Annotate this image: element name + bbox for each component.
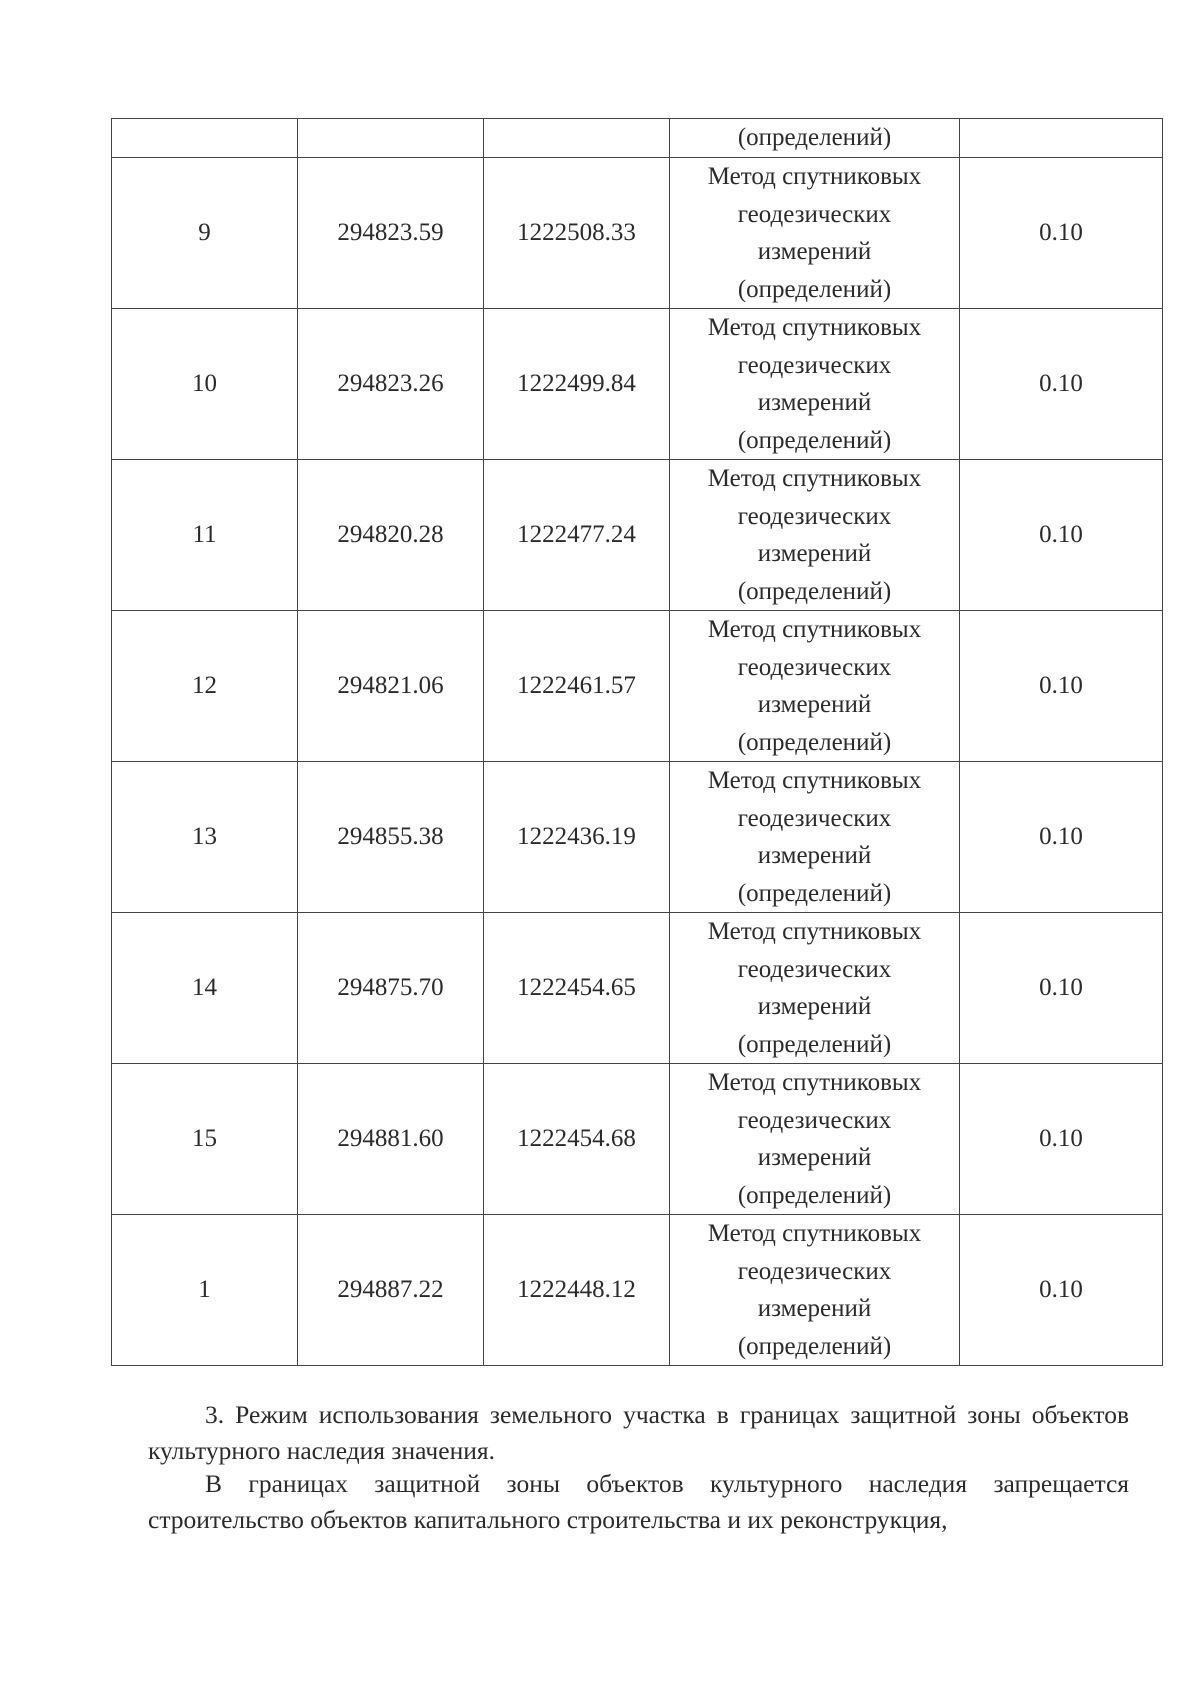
- method-line: геодезических: [737, 804, 892, 832]
- method-line: Метод спутниковых: [707, 1069, 922, 1096]
- method-line: измерений: [757, 238, 872, 265]
- cell-method: (определений): [670, 119, 960, 158]
- method-line: (определений): [737, 1030, 892, 1058]
- table-row: [112, 913, 1163, 1064]
- cell-accuracy: 0.10: [960, 762, 1163, 913]
- method-line: измерений: [757, 1144, 872, 1171]
- cell-method: [670, 309, 960, 460]
- coordinates-table: [111, 118, 1163, 1366]
- method-line: (определений): [737, 1332, 892, 1360]
- cell-number: 9: [112, 158, 298, 309]
- method-line: Метод спутниковых: [707, 767, 922, 794]
- cell-x: [298, 119, 484, 158]
- method-line: геодезических: [737, 955, 892, 983]
- table-row-continuation: [112, 119, 1163, 158]
- cell-method: [670, 158, 960, 309]
- cell-x: 294821.06: [298, 611, 484, 762]
- cell-y: 1222454.68: [484, 1064, 670, 1215]
- cell-accuracy: 0.10: [960, 1215, 1163, 1366]
- method-line: Метод спутниковых: [707, 918, 922, 945]
- method-line: измерений: [757, 993, 872, 1020]
- table-row: [112, 762, 1163, 913]
- method-line: (определений): [737, 879, 892, 907]
- method-line: (определений): [737, 275, 892, 303]
- cell-method: [670, 913, 960, 1064]
- cell-accuracy: 0.10: [960, 1064, 1163, 1215]
- cell-method: [670, 762, 960, 913]
- cell-method: [670, 611, 960, 762]
- cell-y: 1222448.12: [484, 1215, 670, 1366]
- method-line: геодезических: [737, 1257, 892, 1285]
- cell-y: 1222499.84: [484, 309, 670, 460]
- cell-accuracy: [960, 119, 1163, 158]
- method-line: измерений: [757, 540, 872, 567]
- cell-number: 1: [112, 1215, 298, 1366]
- cell-method: [670, 1064, 960, 1215]
- cell-y: 1222454.65: [484, 913, 670, 1064]
- cell-y: 1222461.57: [484, 611, 670, 762]
- cell-number: 12: [112, 611, 298, 762]
- method-line: геодезических: [737, 1106, 892, 1134]
- cell-accuracy: 0.10: [960, 309, 1163, 460]
- method-line: Метод спутниковых: [707, 616, 922, 643]
- cell-accuracy: 0.10: [960, 913, 1163, 1064]
- method-line: геодезических: [737, 351, 892, 379]
- cell-x: 294875.70: [298, 913, 484, 1064]
- coordinates-table-body: [112, 119, 1163, 1366]
- method-line: геодезических: [737, 653, 892, 681]
- method-line: геодезических: [737, 502, 892, 530]
- method-line: измерений: [757, 1295, 872, 1322]
- table-row: [112, 1215, 1163, 1366]
- method-line: измерений: [757, 389, 872, 416]
- cell-method: [670, 460, 960, 611]
- paragraph-regime-text: 3. Режим использования земельного участка в границах защитной зоны объектов культурного наследия значения.: [148, 1400, 1129, 1465]
- method-line: Метод спутниковых: [707, 314, 922, 341]
- method-line: измерений: [757, 691, 872, 718]
- cell-number: 13: [112, 762, 298, 913]
- cell-x: 294823.26: [298, 309, 484, 460]
- cell-accuracy: 0.10: [960, 460, 1163, 611]
- method-line: (определений): [737, 1181, 892, 1209]
- method-line: геодезических: [737, 200, 892, 228]
- method-line: Метод спутниковых: [707, 465, 922, 492]
- cell-number: 14: [112, 913, 298, 1064]
- paragraph-regime: [148, 1397, 1129, 1469]
- method-line: (определений): [737, 426, 892, 454]
- table-row: [112, 460, 1163, 611]
- cell-x: 294881.60: [298, 1064, 484, 1215]
- table-row: [112, 158, 1163, 309]
- method-line: (определений): [737, 728, 892, 756]
- table-row: [112, 1064, 1163, 1215]
- cell-x: 294887.22: [298, 1215, 484, 1366]
- cell-accuracy: 0.10: [960, 158, 1163, 309]
- cell-number: [112, 119, 298, 158]
- cell-x: 294823.59: [298, 158, 484, 309]
- cell-accuracy: 0.10: [960, 611, 1163, 762]
- cell-number: 11: [112, 460, 298, 611]
- cell-x: 294855.38: [298, 762, 484, 913]
- cell-y: 1222477.24: [484, 460, 670, 611]
- method-line: (определений): [737, 577, 892, 605]
- method-line: измерений: [757, 842, 872, 869]
- cell-y: [484, 119, 670, 158]
- table-row: [112, 309, 1163, 460]
- cell-y: 1222436.19: [484, 762, 670, 913]
- table-row: [112, 611, 1163, 762]
- cell-number: 15: [112, 1064, 298, 1215]
- cell-y: 1222508.33: [484, 158, 670, 309]
- cell-number: 10: [112, 309, 298, 460]
- cell-x: 294820.28: [298, 460, 484, 611]
- paragraph-prohibition: [148, 1466, 1129, 1538]
- method-line: Метод спутниковых: [707, 1220, 922, 1247]
- paragraph-prohibition-text: В границах защитной зоны объектов культурного наследия запрещается строительство объектов капитального строительства и их реконструкция,: [148, 1469, 1129, 1534]
- cell-method: [670, 1215, 960, 1366]
- method-line: Метод спутниковых: [707, 163, 922, 190]
